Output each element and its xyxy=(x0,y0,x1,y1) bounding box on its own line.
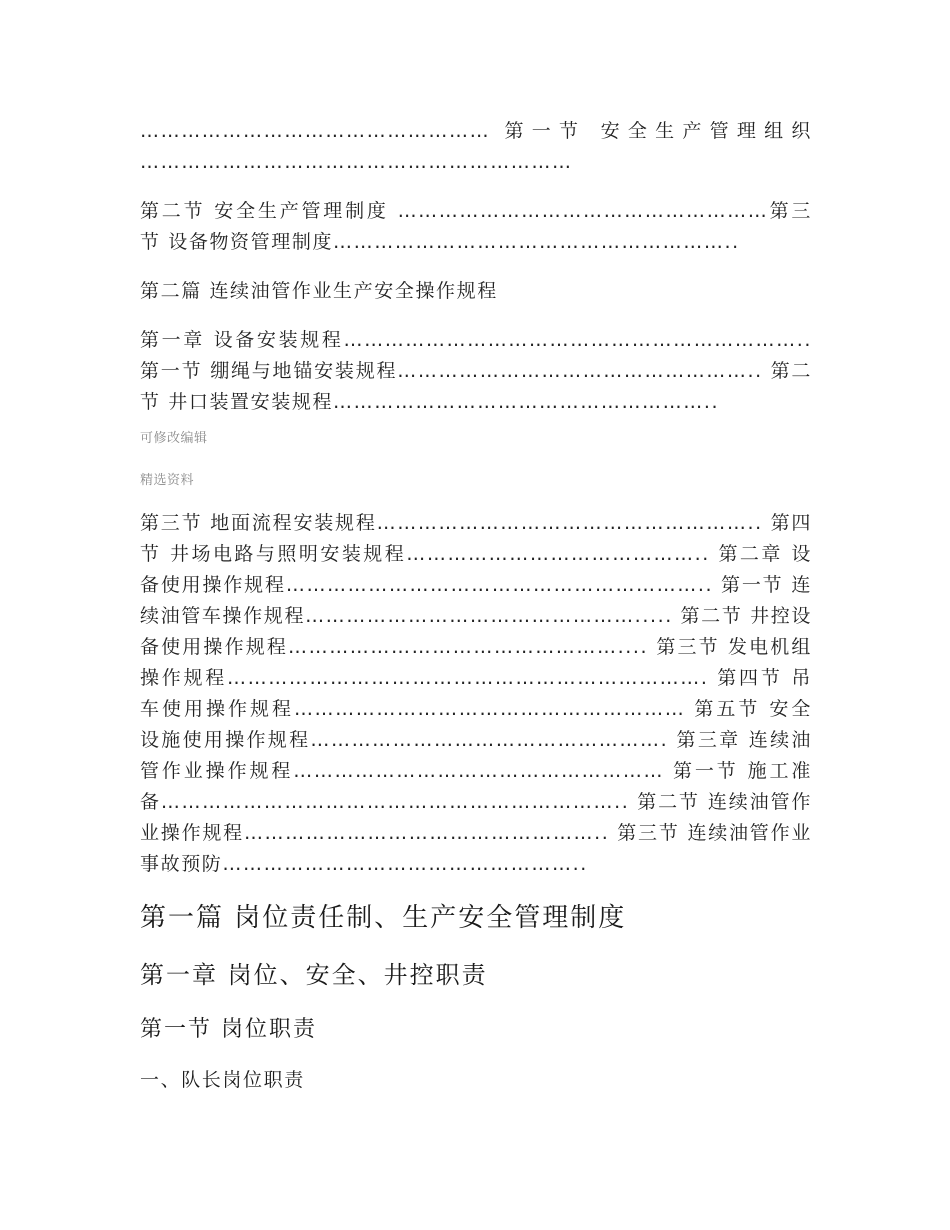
toc-entry-operation-procedures: 第三节 地面流程安装规程……………………………………………….. 第四节 井场电路与照明安装规程…………………………………….. 第二章 设备使用操作规程…………………………………………………….. 第一节 连续油管车操作规程…………………………………………..... 第二节 井控设备使用操作规程………………………………………….... 第三节 发电机组操作规程……………………………………………………………. 第四节 吊车使用操作规程………………………………………………… 第五节 安全设施使用操作规程……………………………………………. 第三章 连续油管作业操作规程……………………………………………… 第一节 施工准备………………………………………………………….. 第二节 连续油管作业操作规程…………………………………………….. 第三节 连续油管作业事故预防…………………………………………….. xyxy=(140,512,812,875)
toc-entry-management-systems: 第二节 安全生产管理制度 ………………………………………………第三节 设备物资管理制度………………………………………………….. xyxy=(140,200,812,253)
toc-entry-chapter-one-installation: 第一章 设备安装规程………………………………………………………….. 第一节 绷绳与地锚安装规程…………………………………………….. 第二节 井口装置安装规程……………………………………………….. xyxy=(140,329,812,413)
toc-entry-safety-organization: …………………………………………… 第一节 安全生产管理组织 ……………………………………………………… xyxy=(140,120,812,173)
watermark-selected: 精选资料 xyxy=(140,473,195,488)
watermark-editable: 可修改编辑 xyxy=(140,431,208,446)
document-content xyxy=(140,116,812,1094)
heading-item-one: 一、队长岗位职责 xyxy=(140,1069,305,1091)
heading-section-one: 第一节 岗位职责 xyxy=(140,1017,317,1042)
heading-chapter-one: 第一章 岗位、安全、井控职责 xyxy=(140,961,488,989)
heading-part-one: 第一篇 岗位责任制、生产安全管理制度 xyxy=(140,903,627,933)
toc-entry-part-two: 第二篇 连续油管作业生产安全操作规程 xyxy=(140,280,498,302)
